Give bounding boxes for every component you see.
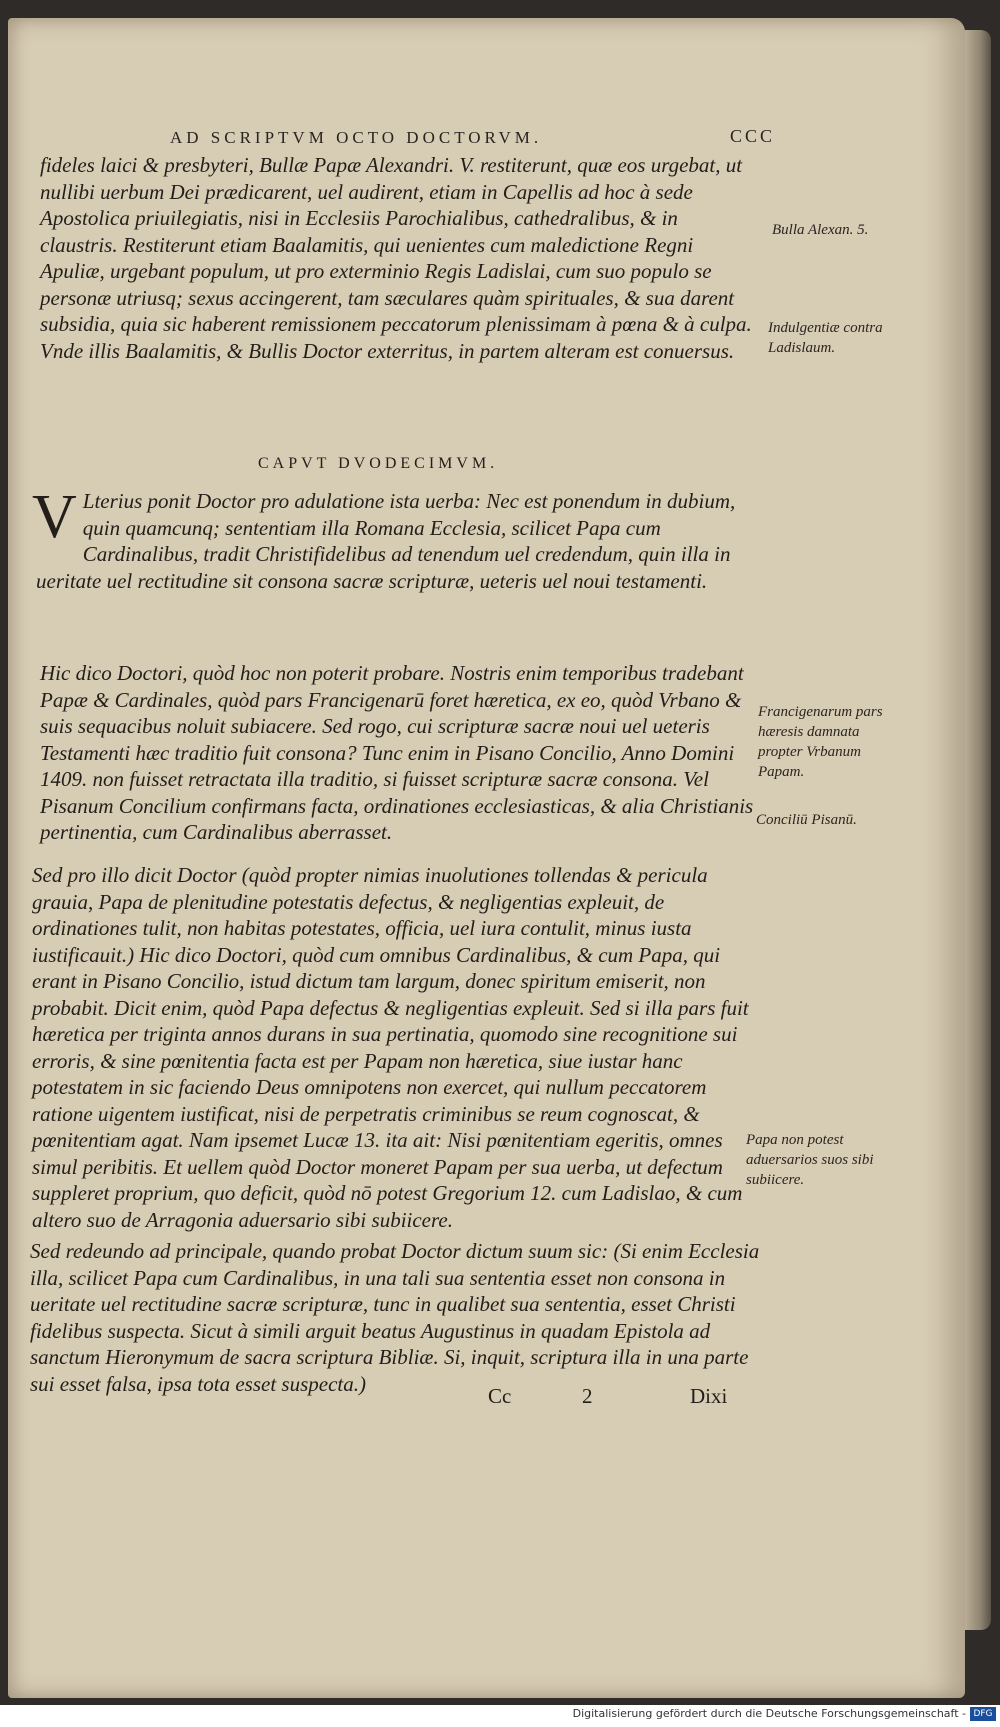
paragraph-1: fideles laici & presbyteri, Bullæ Papæ Alexandri. V. restiterunt, quæ eos urgebat, ut nullibi uerbum Dei prædicarent, uel audirent, etiam in Capellis ad hoc à sede Apostolica priuilegiatis, nisi in Ecclesiis Parochialibus, cathedralibus, & in claustris. Restiterunt etiam Baalamitis, qui uenientes cum maledictione Regni Apuliæ, urgebant populum, ut pro exterminio Regis Ladislai, cum suo populo se personæ utriusq; sexus accingerent, tam sæculares quàm spirituales, & sua darent subsidia, quia sic haberent remissionem peccatorum plenissimam à pœna & à culpa. Vnde illis Baalamitis, & Bullis Doctor exterritus, in partem alteram est conuersus. [40,153,752,363]
paragraph-4: Sed pro illo dicit Doctor (quòd propter nimias inuolutiones tollendas & pericula grauia, Papa de plenitudine potestatis defectus, & negligentias expleuit, de ordinationes tulit, non habitas potestates, officia, uel iura contulit, minus iusta iustificauit.) Hic dico Doctori, quòd cum omnibus Cardinalibus, & cum Papa, qui erant in Pisano Concilio, istud dictum tam largum, donec spiritum emiserit, non probabit. Dicit enim, quòd Papa defectus & negligentias expleuit. Sed si illa pars fuit hæretica per triginta annos durans in sua pertinatia, quomodo sine recognitione sui erroris, & sine pœnitentia facta est per Papam non hæretica, siue iustar hanc potestatem in sic faciendo Deus omnipotens non exercet, qui nullum peccatorem ratione uigentem iustificat, nisi de perpetratis criminibus se reum cognoscat, & pœnitentiam agat. Nam ipsemet Lucæ 13. ita ait: Nisi pœnitentiam egeritis, omnes simul peribitis. Et uellem quòd Doctor moneret Papam per sua uerba, ut defectum suppleret proprium, quo deficit, quòd nō potest Gregorium 12. cum Ladislao, & cum altero suo de Arragonia aduersario sibi subiicere. [32,863,749,1232]
margin-note-concilium: Conciliū Pisanū. [756,812,857,828]
signature-number: 2 [582,1384,593,1408]
paragraph-5: Sed redeundo ad principale, quando probat Doctor dictum suum sic: (Si enim Ecclesia illa, scilicet Papa cum Cardinalibus, in una tali sua sententia esset non consona in ueritate uel rectitudine sacræ scripturæ, tunc in qualibet sua sententia, esset Christi fidelibus suspecta. Sicut à simili arguit beatus Augustinus in quadam Epistola ad sanctum Hieronymum de sacra scriptura Bibliæ. Si, inquit, scriptura illa in una parte sui esset falsa, ipsa tota esset suspecta.) [30,1239,760,1396]
running-title: AD SCRIPTVM OCTO DOCTORVM. [170,128,543,147]
signature-mark: Cc [488,1384,512,1408]
funding-credit: Digitalisierung gefördert durch die Deutsche Forschungsgemeinschaft - [572,1707,966,1720]
folio-number: CCC [730,126,776,146]
paragraph-2: V Lterius ponit Doctor pro adulatione ista uerba: Nec est ponendum in dubium, quin quamcunq; sententiam illa Romana Ecclesia, scilicet Papa cum Cardinalibus, tradit Christifidelibus ad tenendum uel credendum, quin illa in ueritate uel rectitudine sit consona sacræ scripturæ, ueteris uel noui testamenti. [32,483,736,593]
paragraph-3: Hic dico Doctori, quòd hoc non poterit probare. Nostris enim temporibus tradebant Papæ & Cardinales, quòd pars Francigenarū foret hæretica, ex eo, quòd Vrbano & suis sequacibus noluit subiacere. Sed rogo, cui scripturæ sacræ noui uel ueteris Testamenti hæc traditio fuit consona? Tunc enim in Pisano Concilio, Anno Domini 1409. non fuisset retractata illa traditio, si fuisset scripturæ sacræ consona. Vel Pisanum Concilium confirmans facta, ordinationes ecclesiasticas, & alia Christianis pertinentia, cum Cardinalibus aberrasset. [40,661,754,844]
margin-note-indulgentiae: Indulgentiæ contra Ladislaum. [768,320,883,356]
page-edge [965,30,991,1630]
margin-note-francigenarum: Francigenarum pars hæresis damnata propter Vrbanum Papam. [758,704,883,780]
margin-note-papa: Papa non potest aduersarios suos sibi subiicere. [746,1132,874,1188]
catchword: Dixi [690,1384,728,1408]
chapter-title: CAPVT DVODECIMVM. [258,455,499,472]
drop-cap: V [32,483,77,551]
dfg-logo: DFG [970,1707,996,1721]
margin-note-bulla: Bulla Alexan. 5. [772,222,869,238]
